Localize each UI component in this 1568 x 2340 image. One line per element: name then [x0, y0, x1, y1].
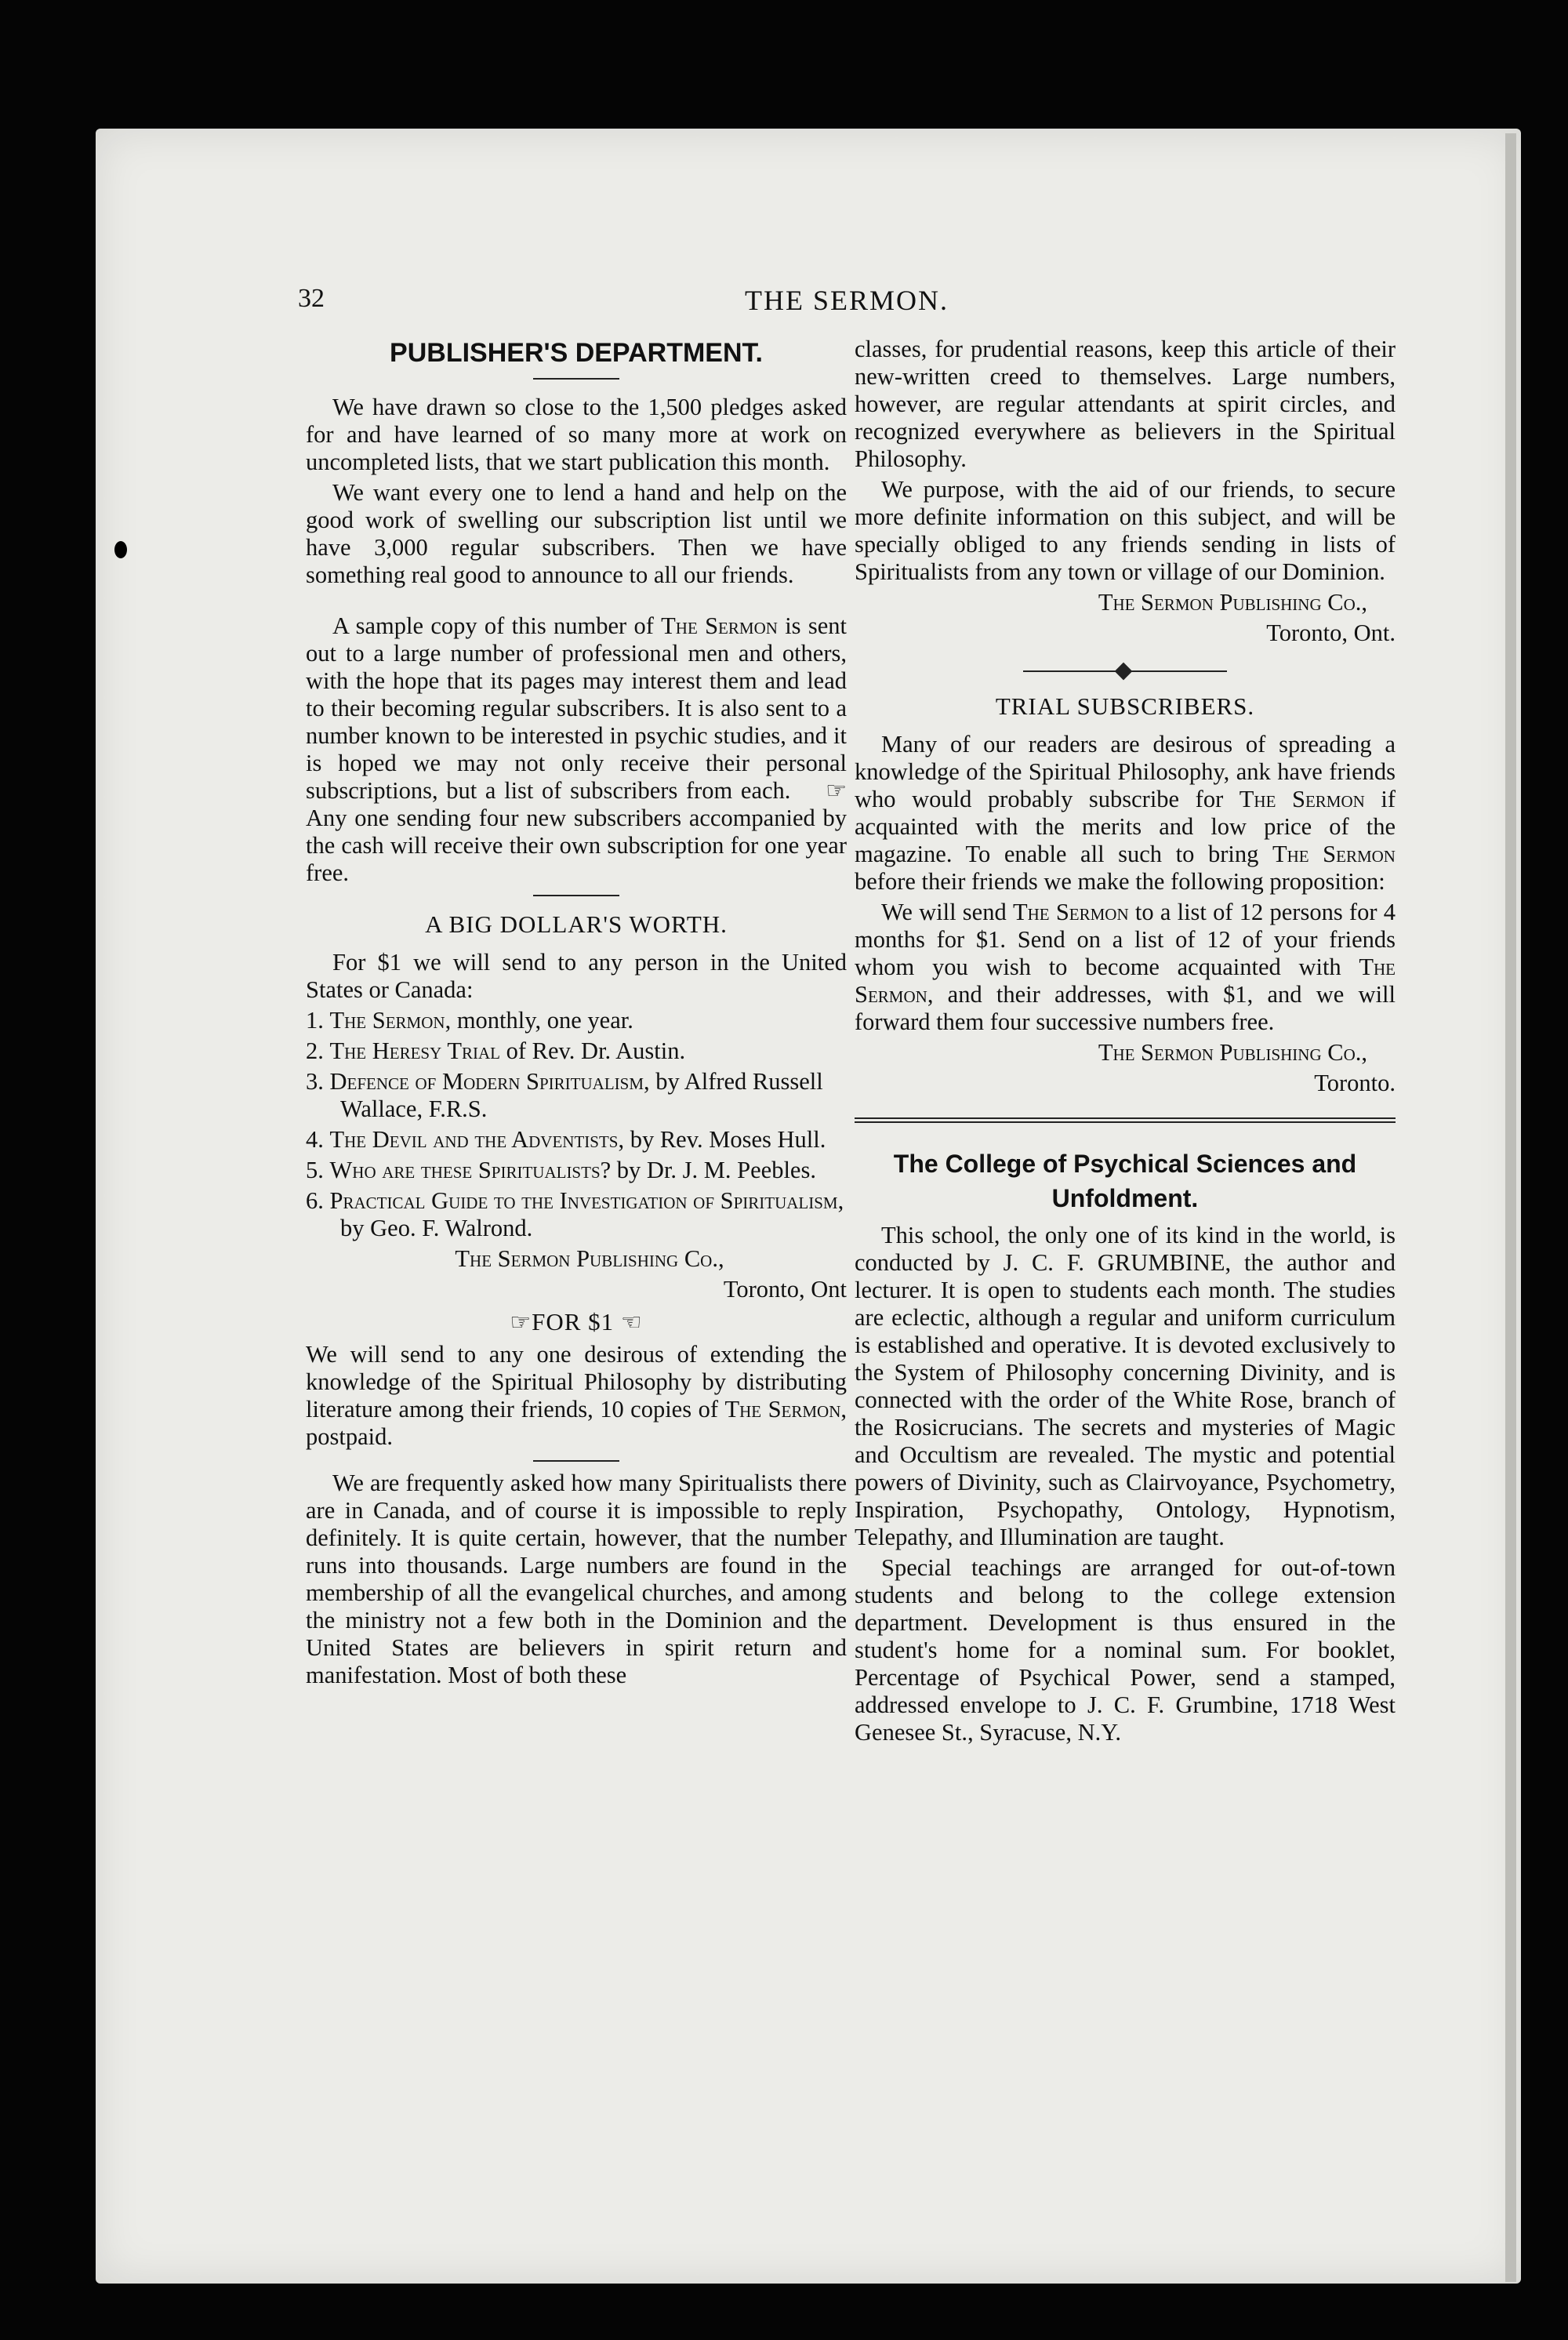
publisher-signature: The Sermon Publishing Co.,: [1098, 1039, 1367, 1066]
ink-spot: [114, 541, 127, 558]
publisher-signature: The Sermon Publishing Co.,: [1098, 589, 1367, 616]
big-dollar-heading: A BIG DOLLAR'S WORTH.: [425, 910, 728, 938]
paragraph-college-1: This school, the only one of its kind in the world, is conducted by J. C. F. GRUMBINE, the author and lecturer. It is open to students each month. The studies are eclectic, although a regular and uniform curriculum is established and operative. It is devoted exclusively to the System of Philosophy concerning Divinity, and is connected with the order of the White Rose, branch of the Rosicrucians. The secrets and mysteries of Magic and Occultism are revealed. The mystic and potential powers of Divinity, such as Clairvoyance, Psychometry, Inspiration, Psychopathy, Ontology, Hypnotism, Telepathy, and Illumination are taught.: [855, 1222, 1396, 1550]
list-item: 5. Who are these Spiritualists? by Dr. J. M. Peebles.: [306, 1157, 816, 1183]
offer-list: [306, 1007, 847, 1242]
paragraph-pledges: We have drawn so close to the 1,500 pledges asked for and have learned of so many more at work on uncompleted lists, that we start publication this month.: [306, 394, 847, 475]
college-heading: The College of Psychical Sciences and Unfoldment.: [893, 1150, 1357, 1212]
paragraph-spiritualists-count: We are frequently asked how many Spiritualists there are in Canada, and of course it is impossible to reply definitely. It is quite certain, however, that the number runs into thousands. Large numbers are found in the membership of all the evangelical churches, and among the ministry not a few both in the Dominion and the United States are believers in spirit return and manifestation. Most of both these: [306, 1470, 847, 1688]
trial-subscribers-heading: TRIAL SUBSCRIBERS.: [995, 692, 1255, 720]
for-dollar-text: We will send to any one desirous of extending the knowledge of the Spiritual Philosophy by distributing literature among their friends, 10 copies of The Sermon, postpaid.: [306, 1341, 847, 1450]
double-rule: [855, 1117, 1396, 1123]
running-head: THE SERMON.: [744, 285, 949, 316]
paragraph-college-2: Special teachings are arranged for out-of-town students and belong to the college extension department. Development is thus ensured in the student's home for a nominal sum. For booklet, Percentage of Psychical Power, send a stamped, addressed envelope to J. C. F. Grumbine, 1718 West Genesee St., Syracuse, N.Y.: [855, 1554, 1396, 1746]
paragraph-continued: classes, for prudential reasons, keep this article of their new-written creed to themselves. Large numbers, however, are regular attendants at spirit circles, and recognized everywhere as believers in the Spiritual Philosophy.: [855, 336, 1396, 472]
dollar-intro: For $1 we will send to any person in the United States or Canada:: [306, 949, 847, 1003]
paragraph-trial-1: Many of our readers are desirous of spreading a knowledge of the Spiritual Philosophy, ank have friends who would probably subscribe for The Sermon if acquainted with the merits and low price of the magazine. To enable all such to bring The Sermon before their friends we make the following proposition:: [855, 731, 1396, 895]
paragraph-purpose: We purpose, with the aid of our friends, to secure more definite information on this subject, and will be specially obliged to any friends sending in lists of Spiritualists from any town or village of our Dominion.: [855, 476, 1396, 585]
list-item: 1. The Sermon, monthly, one year.: [306, 1007, 633, 1034]
pointing-hand-right-icon: ☞: [510, 1309, 532, 1336]
paragraph-trial-2: We will send The Sermon to a list of 12 persons for 4 months for $1. Send on a list of 12 of your friends whom you wish to become acquainted with The Sermon, and their addresses, with $1, and we will forward them four successive numbers free.: [855, 899, 1396, 1035]
list-item: 3. Defence of Modern Spiritualism, by Alfred Russell Wallace, F.R.S.: [306, 1068, 823, 1122]
list-item: 2. The Heresy Trial of Rev. Dr. Austin.: [306, 1037, 686, 1064]
page-edge: [1505, 133, 1516, 2282]
paragraph-subscribers: We want every one to lend a hand and help on the good work of swelling our subscription list until we have 3,000 regular subscribers. Then we have something real good to announce to all our friends.: [306, 479, 847, 588]
paragraph-sample-copy: A sample copy of this number of The Sermon is sent out to a large number of professional men and others, with the hope that its pages may interest them and lead to their becoming regular subscribers. It is also sent to a number known to be interested in psychic studies, and it is hoped we may not only receive their personal subscriptions, but a list of subscribers from each. ☞ Any one sending four new subscribers accompanied by the cash will receive their own subscription for one year free.: [306, 612, 847, 886]
page-number: 32: [298, 284, 325, 313]
publisher-place: Toronto, Ont: [723, 1276, 847, 1303]
right-column: [855, 336, 1396, 1750]
list-item: 4. The Devil and the Adventists, by Rev. Moses Hull.: [306, 1126, 826, 1153]
divider: [533, 1460, 619, 1462]
ornament-divider: [1023, 670, 1227, 672]
page-header: [298, 284, 1396, 328]
pointing-hand-icon: ☞: [826, 777, 847, 805]
publishers-department-title: PUBLISHER'S DEPARTMENT.: [390, 338, 763, 368]
for-dollar-heading: ☞FOR $1 ☜: [510, 1308, 643, 1336]
pointing-hand-left-icon: ☜: [620, 1309, 643, 1336]
divider: [533, 378, 619, 380]
publisher-signature: The Sermon Publishing Co.,: [455, 1245, 724, 1272]
divider: [533, 895, 619, 896]
publisher-place: Toronto.: [1314, 1070, 1396, 1096]
list-item: 6. Practical Guide to the Investigation of Spiritualism, by Geo. F. Walrond.: [306, 1187, 844, 1241]
left-column: [306, 336, 847, 1692]
publisher-place: Toronto, Ont.: [1266, 620, 1396, 646]
